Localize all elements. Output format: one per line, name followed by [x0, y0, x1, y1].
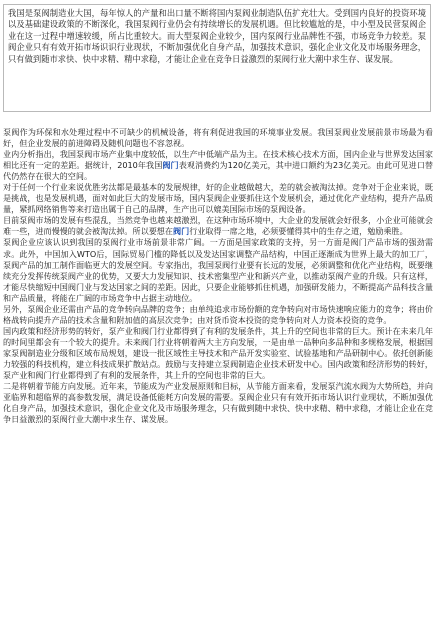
- paragraph-text: 对于任何一个行业来说优胜劣汰都是最基本的发展规律，好的企业越做越大，差的就会被淘汰掉。竞争对于企业来说，既是挑战，也是发展机遇，面对如此巨大的发展市场，国内泵阀企业要抓住这个发展机会，通过优化产业结构，提升产品质量，紧抓网络销售等来打造出属于自己的品牌，生产出可以媲美国际市场的泵阀设备。: [3, 182, 433, 215]
- article-paragraph: [3, 237, 433, 303]
- paragraph-text: 行业取得一席之地，必须要懂得其中的生存之道，勉励乘胜。: [189, 226, 408, 237]
- article-body: [3, 127, 433, 425]
- article-paragraph: [3, 127, 433, 149]
- paragraph-text: 泵阀企业应该认识到我国的泵阀行业市场前景非常广阔。一方面是国家政策的支持，另一方面是阀门产品市场的强劲需求。此外，中国加入WTO后，国际贸易门槛的降低以及发达国家调整产品结构，中国正逐渐成为世界上最大的加工厂，泵阀产品的加工制作面临更大的发展空间。专家指出，我国泵阀行业要有长远的发展，必须调整和优化产业结构，既要继续充分发挥传统泵阀产业的优势，又要大力发展知识、技术密集型产业和新兴产业，以推动泵阀产业的升级。只有这样，才能尽快缩短中国阀门业与发达国家之间的差距。因此，只要企业能够抓住机遇，加强研发能力，不断提高产品科技含量和产品质量，将能在广阔的市场竞争中占据主动地位。: [3, 237, 433, 303]
- article-paragraph: [3, 149, 433, 182]
- article-paragraph: [3, 304, 433, 326]
- paragraph-text: 二是将朝着节能方向发展。近年来，节能成为产业发展原则和目标，从节能方面来看，发展泵汽流水阀为大势所趋，并向亚临界和超临界的高参数发展，满足设备低能耗方向发展的需要。泵阀企业只有有效开拓市场认识行业现状，不断加强优化自身产品，加强技术意识，强化企业文化及市场服务理念，只有做到随中求快、快中求精、精中求稳，才能让企业在竞争日益激烈的泵阀行业大潮中求生存、谋发展。: [3, 381, 433, 425]
- keyword-link[interactable]: 阀门: [172, 226, 190, 237]
- intro-summary-text: 我国是泵阀制造业大国，每年惊人的产量和出口量不断将国内泵阀业制造队伍扩充壮大。受到国内良好的投资环境以及基础建设政策的不断深化，我国泵阀行业仍会有持续增长的发展机遇。但比较尴尬的是，中小型及民营泵阀企业在这一过程中增速较缓，所占比重较大。而大型泵阀企业较少，国内泵阀行业品牌性不强，市场竞争力较差。泵阀企业只有有效开拓市场识识行业现状，不断加强优化自身产品，加强技术意识，强化企业文化及市场服务理念，只有做到随市求快、快中求精、精中求稳，才能让企业在竞争日益激烈的泵阀行业大潮中求生存、谋发展。: [8, 8, 426, 64]
- paragraph-text: 目前泵阀市场的发展有些混乱，当然竞争也越来越激烈，在这种市场环境中，大企业的发展就会好很多，小企业可能就会难一些，进而慢慢的就会被淘汰掉。所以要想在: [3, 215, 433, 237]
- article-paragraph: [3, 381, 433, 425]
- article-paragraph: [3, 215, 433, 237]
- paragraph-text: 表观消费约为120亿美元，其中进口额约为23亿美元。由此可见进口替代仍然存在很大的空间。: [3, 160, 433, 182]
- paragraph-text: 另外，泵阀企业还需由产品的竞争转向品牌的竞争；由单纯追求市场份额的竞争转向对市场快速响应能力的竞争；将由价格战转向提升产品的技术含量和附加值的高层次竞争；由对货币资本投资的竞争转向对人力资本投资的竞争。: [3, 303, 433, 325]
- paragraph-text: 业内分析指出，我国泵阀市场产业集中度较低，以生产中低端产品为主。在技术核心技术方面，国内企业与世界发达国家相比还有一定的差距。据统计，2010年我国: [3, 149, 433, 171]
- paragraph-text: 国内政策和经济形势的转好，泵产业和阀门行业都得到了有利的发展条件，其上升的空间也非常的巨大。预计在未来几年的时间里都会有一个较大的提升。未来阀门行业将朝着两大主方向发展，一是由单一品种向多品种和多规格发展，根据国家泵阀制造业分级和区域布局规划，建设一批区域性主导技术和产品开发实验室、试验基地和产品研制中心。依托创新能力较强的科技机构，建立科技成果扩散站点。鼓励与支持建立泵阀制造企业技术研发中心。国内政策和经济形势的转好，泵产业和阀门行业都得到了有利的发展条件，其上升的空间也非常的巨大。: [3, 325, 433, 381]
- intro-summary-box: [3, 4, 431, 112]
- keyword-link[interactable]: 阀门: [162, 160, 179, 171]
- article-paragraph: [3, 326, 433, 381]
- paragraph-text: 泵阀作为环保和水处理过程中不可缺少的机械设备，将有利促进我国的环境事业发展。我国泵阀业发展前景市场最为看好，但企业发展的前进障碍及随机问题也不容忽视。: [3, 127, 433, 149]
- article-paragraph: [3, 182, 433, 215]
